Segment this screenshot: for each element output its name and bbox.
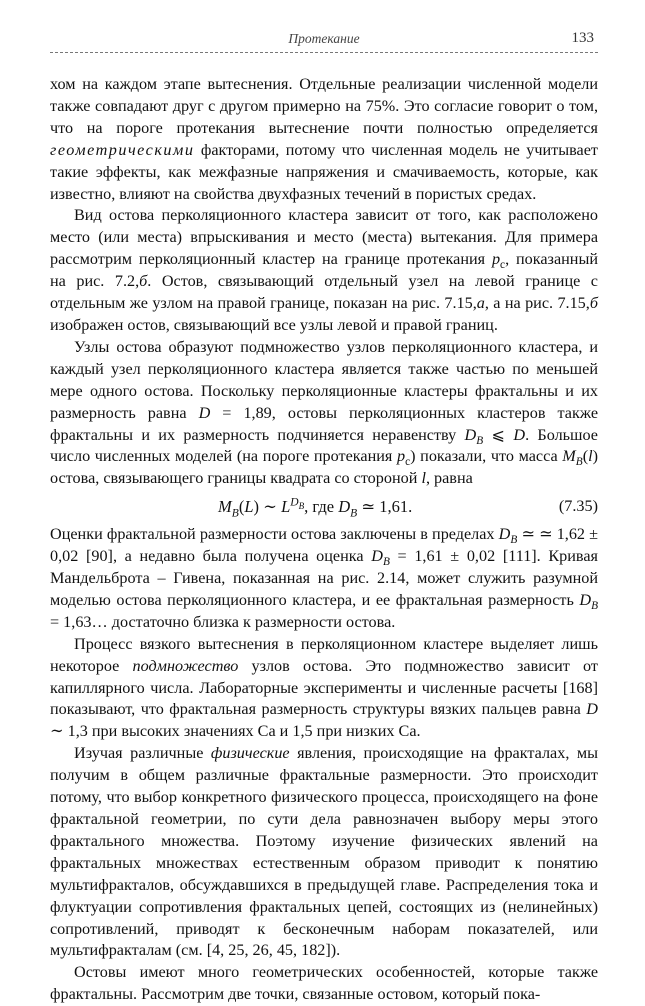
page-body xyxy=(50,74,598,1006)
text-run: B xyxy=(298,501,305,512)
text-run: c xyxy=(405,456,411,469)
text-run: B xyxy=(591,600,598,613)
text-run: c xyxy=(500,259,506,272)
text-run: факторами, потому что численная модель не учитывает такие эффекты, как межфазные напряжения и смачиваемость, которые, как известно, влияют на свойства двухфазных течений в пористых средах. xyxy=(50,140,598,203)
text-run: а xyxy=(476,294,485,313)
text-run: ≃ 1,61. xyxy=(357,497,413,517)
text-run: B xyxy=(510,534,518,547)
page-header xyxy=(50,30,598,53)
text-run: D xyxy=(498,525,511,544)
paragraph xyxy=(50,74,598,205)
text-run: D xyxy=(579,590,592,609)
text-run: ( xyxy=(238,497,245,517)
text-run: p xyxy=(491,250,501,269)
text-run: Изучая различные xyxy=(74,744,211,763)
text-run: = 1,63… достаточно близка к размерности остова. xyxy=(50,612,396,631)
text-run: D xyxy=(464,425,477,444)
text-run: Вид остова перколяционного кластера зависит от того, как расположено место (или места) впрыскивания и место (места) вытекания. Для примера рассмотрим перколяционный кластер на границе протекания xyxy=(50,206,598,269)
text-run: . Остов, связывающий отдельный узел на левой границе с отдельным же узлом на правой границе, показан на рис. 7.15, xyxy=(50,272,598,313)
text-run: B xyxy=(350,507,358,520)
text-run: D xyxy=(513,425,526,444)
paragraph xyxy=(50,743,598,962)
text-run: L xyxy=(281,497,291,517)
text-run: , а на рис. 7.15, xyxy=(484,294,590,313)
text-run: , равна xyxy=(425,469,473,488)
text-run: б xyxy=(589,294,598,313)
text-run: узлов остова. Это подмножество зависит от капиллярного числа. Лабораторные эксперименты и численные расчеты [168] показывают, что фрактальная размерность структуры вязких пальцев равна xyxy=(50,656,598,719)
text-run: физические xyxy=(210,744,290,763)
text-run: ⩽ xyxy=(483,425,514,444)
text-run: ) ∼ xyxy=(253,497,282,517)
text-run: = 1,61 ± 0,02 [111]. Кривая Мандельброта – Гивена, показанная на рис. 2.14, может служить разумной моделью остова перколяционного кластера, и ее фрактальная размерность xyxy=(50,547,598,609)
text-run: p xyxy=(397,447,406,466)
formula xyxy=(218,496,412,518)
text-run: ≃ ≃ 1,62 ± 0,02 [90], а недавно была получена оценка xyxy=(50,525,599,566)
paragraph xyxy=(50,634,598,744)
text-run: B xyxy=(231,507,239,520)
text-run: B xyxy=(476,434,484,447)
text-run: . Большое число численных моделей (на пороге протекания xyxy=(50,425,598,466)
text-run: = 1,89, остовы перколяционных кластеров также фрактальны и их размерность подчиняется неравенству xyxy=(50,403,599,444)
text-run: D xyxy=(290,496,299,509)
paragraph xyxy=(50,205,598,336)
text-run: D xyxy=(338,497,351,517)
text-run: подмножество xyxy=(132,656,239,675)
text-run: Узлы остова образуют подмножество узлов перколяционного кластера, и каждый узел перколяционного кластера является также частью по меньшей мере одного остова. Поскольку перколяционные кластеры фрактальны и их размерность равна xyxy=(50,337,598,422)
text-run: хом на каждом этапе вытеснения. Отдельные реализации численной модели также совпадают друг с другом примерно на 75%. Это согласие говорит о том, что на пороге протекания вытеснение почти полностью определяется xyxy=(50,75,598,137)
text-run: B xyxy=(382,556,390,569)
text-run: l xyxy=(421,469,426,488)
text-run: ∼ 1,3 при высоких значениях Ca и 1,5 при низких Ca. xyxy=(50,722,421,741)
text-run: Оценки фрактальной размерности остова заключены в пределах xyxy=(50,525,499,544)
paragraph xyxy=(50,337,598,490)
text-run: B xyxy=(575,456,583,469)
text-run: изображен остов, связывающий все узлы левой и правой границ. xyxy=(50,315,498,334)
text-run: M xyxy=(562,447,576,466)
text-run: M xyxy=(218,497,232,517)
text-run: ) остова, связывающего границы квадрата со стороной xyxy=(50,447,598,488)
text-run: геометрическими xyxy=(50,140,195,159)
page-number: 133 xyxy=(571,30,594,46)
text-run: Остовы имеют много геометрических особенностей, которые также фрактальны. Рассмотрим две точки, связанные остовом, который пока- xyxy=(50,963,598,1004)
text-run: L xyxy=(244,497,254,517)
equation-7-35 xyxy=(50,490,598,524)
paragraph xyxy=(50,524,598,634)
text-run: , где xyxy=(304,497,339,517)
running-title: Протекание xyxy=(288,31,360,46)
text-run: ( xyxy=(582,447,589,466)
text-run: D xyxy=(586,700,598,719)
paragraph xyxy=(50,962,598,1006)
equation-number: (7.35) xyxy=(558,497,598,516)
text-run: l xyxy=(588,447,593,466)
text-run: Процесс вязкого вытеснения в перколяционном кластере выделяет лишь некоторое xyxy=(50,634,598,675)
text-run: б xyxy=(139,272,148,291)
text-run: , показанный на рис. 7.2, xyxy=(50,250,598,291)
text-run: ) показали, что масса xyxy=(410,447,563,466)
text-run: D xyxy=(198,403,211,422)
text-run: явления, происходящие на фракталах, мы получим в общем различные фрактальные размерности. Это происходит потому, что выбор конкретного физического процесса, происходящего на фоне фрактальной геометрии, по сути дела равнозначен выбору меры этого фрактального множества. Поэтому изучение физических явлений на фрактальных множествах естественным образом приводит к понятию мультифракталов, обсуждавшихся в предыдущей главе. Распределения тока и флуктуации сопротивления фрактальных цепей, состоящих из (нелинейных) сопротивлений, приводят к бесконечным наборам показателей, или мультифракталам (см. [4, 25, 26, 45, 182]). xyxy=(50,744,598,960)
text-run: D xyxy=(371,547,383,566)
